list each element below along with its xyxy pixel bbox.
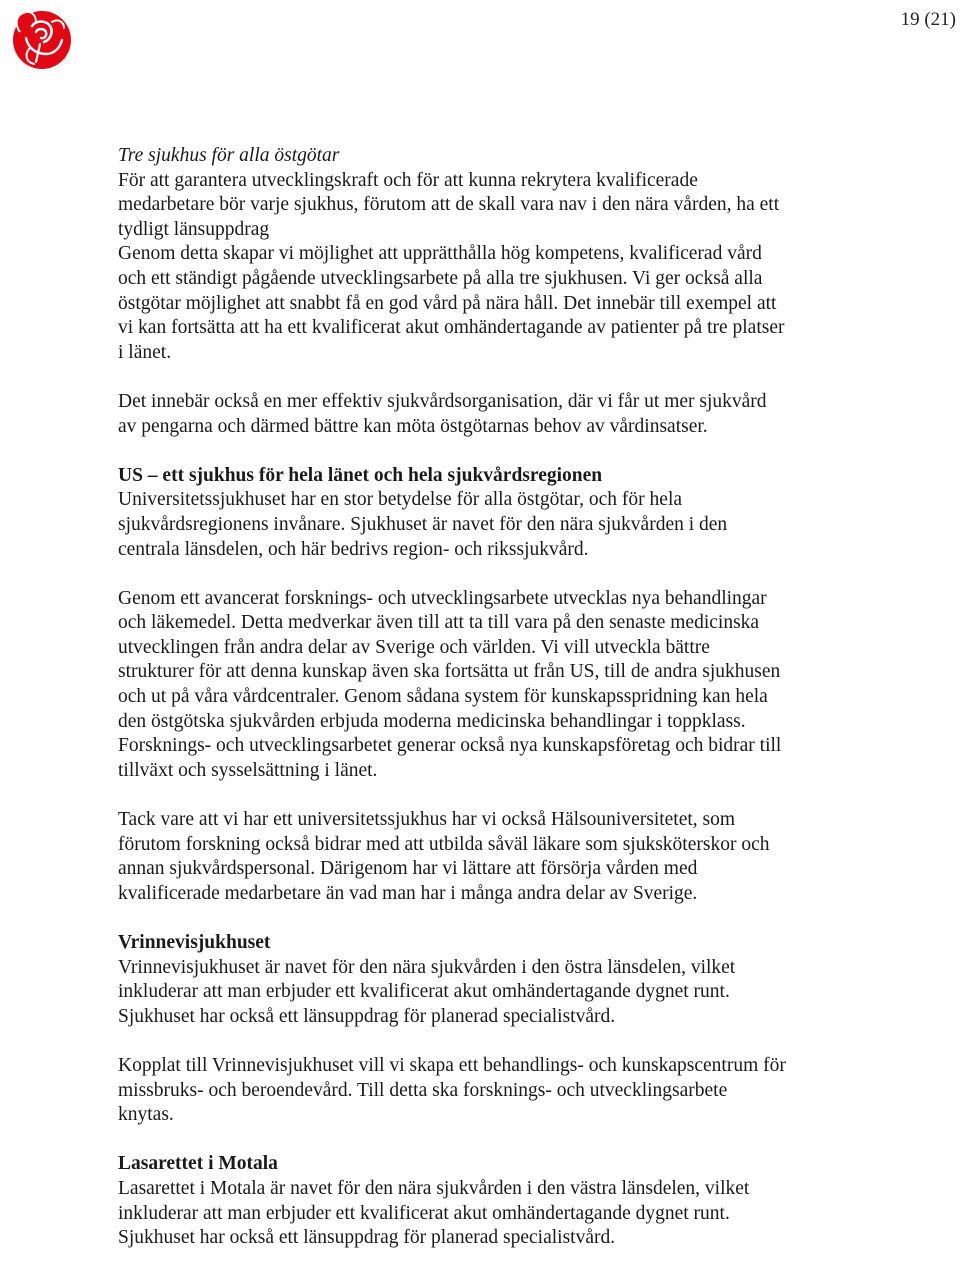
paragraph (118, 931, 858, 1029)
document-section (118, 931, 858, 1128)
paragraph (118, 144, 858, 242)
paragraph (118, 1054, 858, 1128)
document-section (118, 144, 858, 439)
text-line: För att garantera utvecklingskraft och för att kunna rekrytera kvalificerade (118, 169, 698, 191)
text-line: tydligt länsuppdrag (118, 218, 270, 240)
text-line: Kopplat till Vrinnevisjukhuset vill vi skapa ett behandlings- och kunskapscentrum för (118, 1054, 786, 1076)
section-heading: Lasarettet i Motala (118, 1153, 278, 1175)
text-line: annan sjukvårdspersonal. Därigenom har vi lättare att försörja vården med (118, 858, 698, 880)
text-line: tillväxt och sysselsättning i länet. (118, 759, 378, 781)
paragraph (118, 242, 858, 365)
text-line: och ut på våra vårdcentraler. Genom sådana system för kunskapsspridning kan hela (118, 686, 768, 708)
text-line: Lasarettet i Motala är navet för den nära sjukvården i den västra länsdelen, vilket (118, 1177, 750, 1199)
text-line: inkluderar att man erbjuder ett kvalificerat akut omhändertagande dygnet runt. (118, 1202, 730, 1224)
text-line: och läkemedel. Detta medverkar även till att ta till vara på den senaste medicinska (118, 612, 760, 634)
text-line: Det innebär också en mer effektiv sjukvårdsorganisation, där vi får ut mer sjukvård (118, 390, 767, 412)
text-line: strukturer för att denna kunskap även ska fortsätta ut från US, till de andra sjukhusen (118, 661, 781, 683)
document-section (118, 464, 858, 907)
text-line: och ett ständigt pågående utvecklingsarbete på alla tre sjukhusen. Vi ger också alla (118, 267, 763, 289)
paragraph (118, 808, 858, 906)
text-line: östgötar möjlighet att snabbt få en god vård på nära håll. Det innebär till exempel att (118, 292, 777, 314)
text-line: centrala länsdelen, och här bedrivs region- och rikssjukvård. (118, 538, 589, 560)
text-line: Tack vare att vi har ett universitetssjukhus har vi också Hälsouniversitetet, som (118, 809, 736, 831)
text-line: missbruks- och beroendevård. Till detta ska forsknings- och utvecklingsarbete (118, 1079, 728, 1101)
text-line: sjukvårdsregionens invånare. Sjukhuset är navet för den nära sjukvården i den (118, 513, 728, 535)
document-body (118, 144, 858, 1275)
document-section (118, 1152, 858, 1250)
text-line: inkluderar att man erbjuder ett kvalificerat akut omhändertagande dygnet runt. (118, 981, 730, 1003)
section-heading: Tre sjukhus för alla östgötar (118, 145, 340, 166)
paragraph (118, 464, 858, 562)
text-line: Sjukhuset har också ett länsuppdrag för planerad specialistvård. (118, 1227, 616, 1249)
text-line: Forsknings- och utvecklingsarbetet generar också nya kunskapsföretag och bidrar till (118, 735, 782, 757)
text-line: knytas. (118, 1104, 174, 1126)
rose-logo-icon (6, 4, 74, 72)
text-line: Universitetssjukhuset har en stor betydelse för alla östgötar, och för hela (118, 489, 683, 511)
text-line: medarbetare bör varje sjukhus, förutom att de skall vara nav i den nära vården, ha ett (118, 194, 780, 216)
text-line: Sjukhuset har också ett länsuppdrag för planerad specialistvård. (118, 1005, 616, 1027)
paragraph (118, 1152, 858, 1250)
text-line: av pengarna och därmed bättre kan möta östgötarnas behov av vårdinsatser. (118, 415, 708, 437)
section-heading: US – ett sjukhus för hela länet och hela sjukvårdsregionen (118, 464, 603, 486)
section-heading: Vrinnevisjukhuset (118, 932, 271, 953)
paragraph (118, 390, 858, 439)
text-line: Vrinnevisjukhuset är navet för den nära sjukvården i den östra länsdelen, vilket (118, 956, 736, 978)
text-line: den östgötska sjukvården erbjuda moderna medicinska behandlingar i toppklass. (118, 710, 746, 732)
text-line: vi kan fortsätta att ha ett kvalificerat akut omhändertagande av patienter på tre platser (118, 317, 785, 339)
text-line: kvalificerade medarbetare än vad man har i många andra delar av Sverige. (118, 882, 698, 904)
text-line: Genom ett avancerat forsknings- och utvecklingsarbete utvecklas nya behandlingar (118, 587, 767, 609)
text-line: förutom forskning också bidrar med att utbilda såväl läkare som sjuksköterskor och (118, 833, 770, 855)
text-line: utvecklingen från andra delar av Sverige och världen. Vi vill utveckla bättre (118, 636, 710, 658)
text-line: i länet. (118, 341, 172, 363)
text-line: Genom detta skapar vi möjlighet att upprätthålla hög kompetens, kvalificerad vård (118, 243, 762, 265)
paragraph (118, 587, 858, 784)
page-number: 19 (21) (900, 9, 956, 30)
